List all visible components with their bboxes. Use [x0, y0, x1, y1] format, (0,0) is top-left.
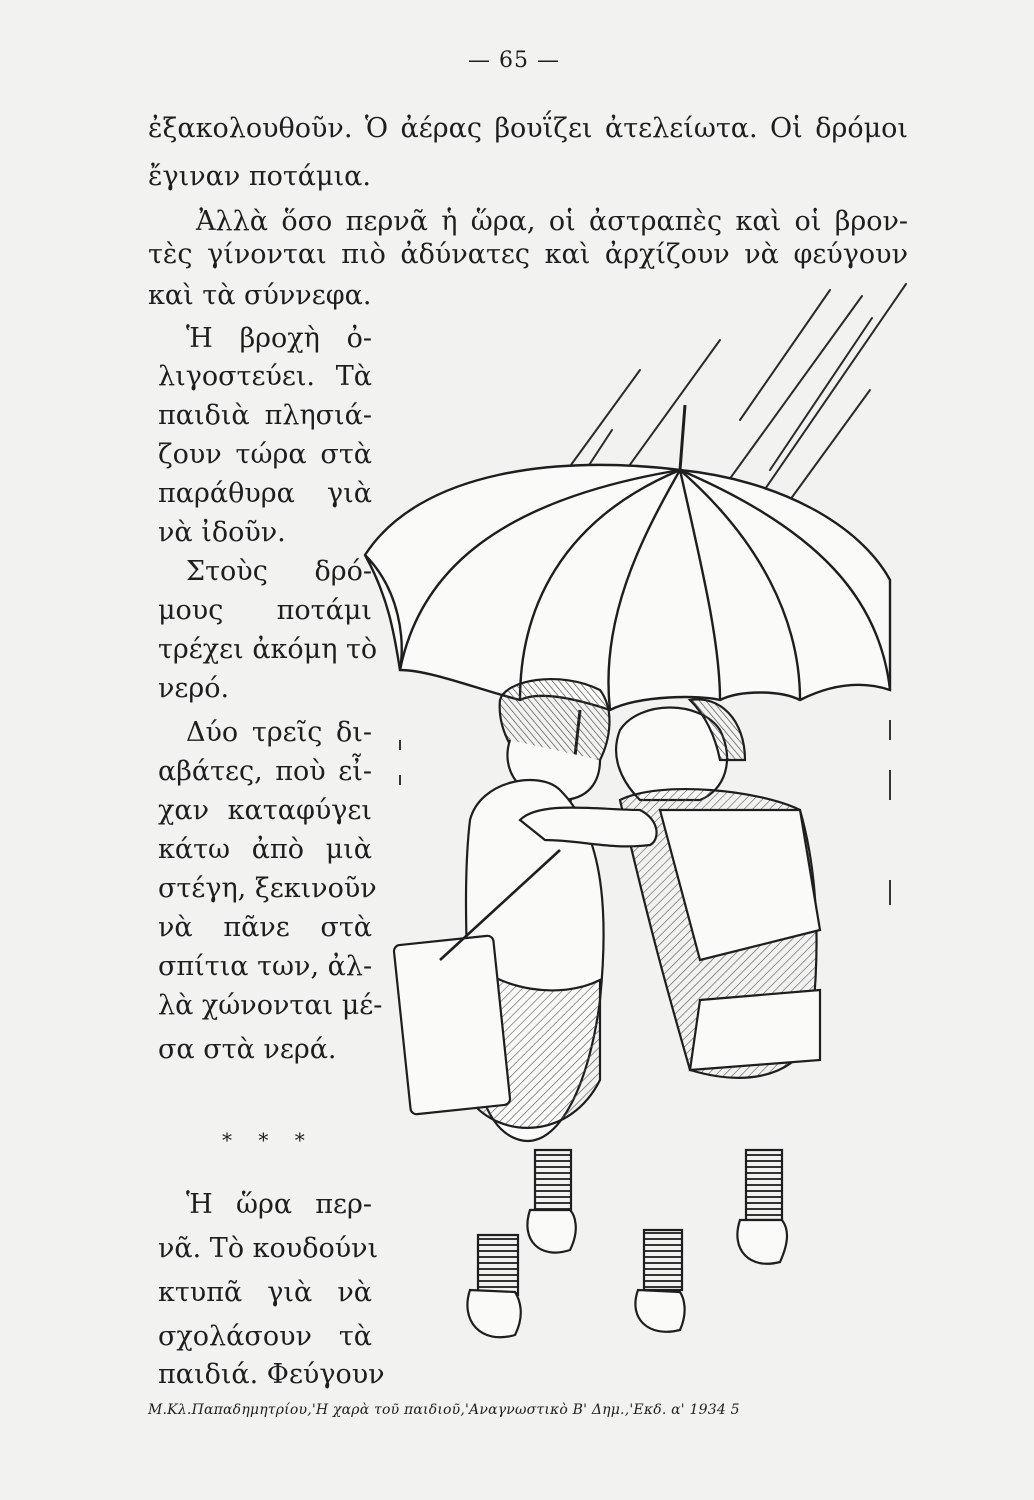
text-line: κάτω ἀπὸ μιὰ	[158, 834, 372, 865]
text-line: παιδιὰ πλησιά-	[158, 400, 372, 431]
text-line: κτυπᾶ γιὰ νὰ	[158, 1277, 372, 1308]
text-line: σχολάσουν τὰ	[158, 1321, 372, 1352]
text-line: σα στὰ νερά.	[158, 1034, 337, 1065]
text-line: Ἡ βροχὴ ὀ-	[186, 323, 372, 354]
text-line: νερό.	[158, 673, 230, 704]
text-line: τρέχει ἀκόμη τὸ	[158, 634, 378, 665]
text-line: νὰ πᾶνε στὰ	[158, 912, 372, 943]
text-line: νὰ ἰδοῦν.	[158, 517, 286, 548]
text-line: σπίτια των, ἀλ-	[158, 951, 373, 982]
text-line: αβάτες, ποὺ εἶ-	[158, 756, 372, 787]
text-line: Ἀλλὰ ὅσο περνᾶ ἡ ὥρα, οἱ ἀστραπὲς καὶ οἱ βρον-	[196, 206, 908, 237]
text-line: Στοὺς δρό-	[186, 556, 372, 587]
text-line: στέγη, ξεκινοῦν	[158, 873, 377, 904]
text-line: λιγοστεύει. Τὰ	[158, 361, 372, 392]
text-line: παιδιά. Φεύγουν	[158, 1359, 385, 1390]
text-line: καὶ τὰ σύννεφα.	[148, 280, 372, 311]
text-line: μους ποτάμι	[158, 595, 372, 626]
section-separator: * * *	[222, 1128, 315, 1152]
footer-citation: Μ.Κλ.Παπαδημητρίου,'Η χαρὰ τοῦ παιδιοῦ,'Αναγνωστικὸ Β' Δημ.,'Εκδ. α' 1934 5	[148, 1402, 740, 1418]
text-line: ζουν τώρα στὰ	[158, 439, 372, 470]
text-line: ἔγιναν ποτάμια.	[148, 161, 371, 192]
text-line: νᾶ. Τὸ κουδούνι	[158, 1233, 379, 1264]
text-line: ἐξακολουθοῦν. Ὁ ἀέρας βουΐζει ἀτελείωτα. Οἱ δρόμοι	[148, 113, 908, 144]
text-line: τὲς γίνονται πιὸ ἀδύνατες καὶ ἀρχίζουν νὰ φεύγουν	[148, 239, 908, 270]
text-line: λὰ χώνονται μέ-	[158, 990, 383, 1021]
page-number: — 65 —	[468, 48, 560, 73]
left-child	[393, 679, 609, 1337]
text-line: παράθυρα γιὰ	[158, 478, 372, 509]
text-line: χαν καταφύγει	[158, 795, 372, 826]
text-line: Ἡ ὥρα περ-	[186, 1189, 372, 1220]
text-line: Δύο τρεῖς δι-	[186, 717, 372, 748]
umbrella-children-illustration	[350, 270, 1030, 1400]
